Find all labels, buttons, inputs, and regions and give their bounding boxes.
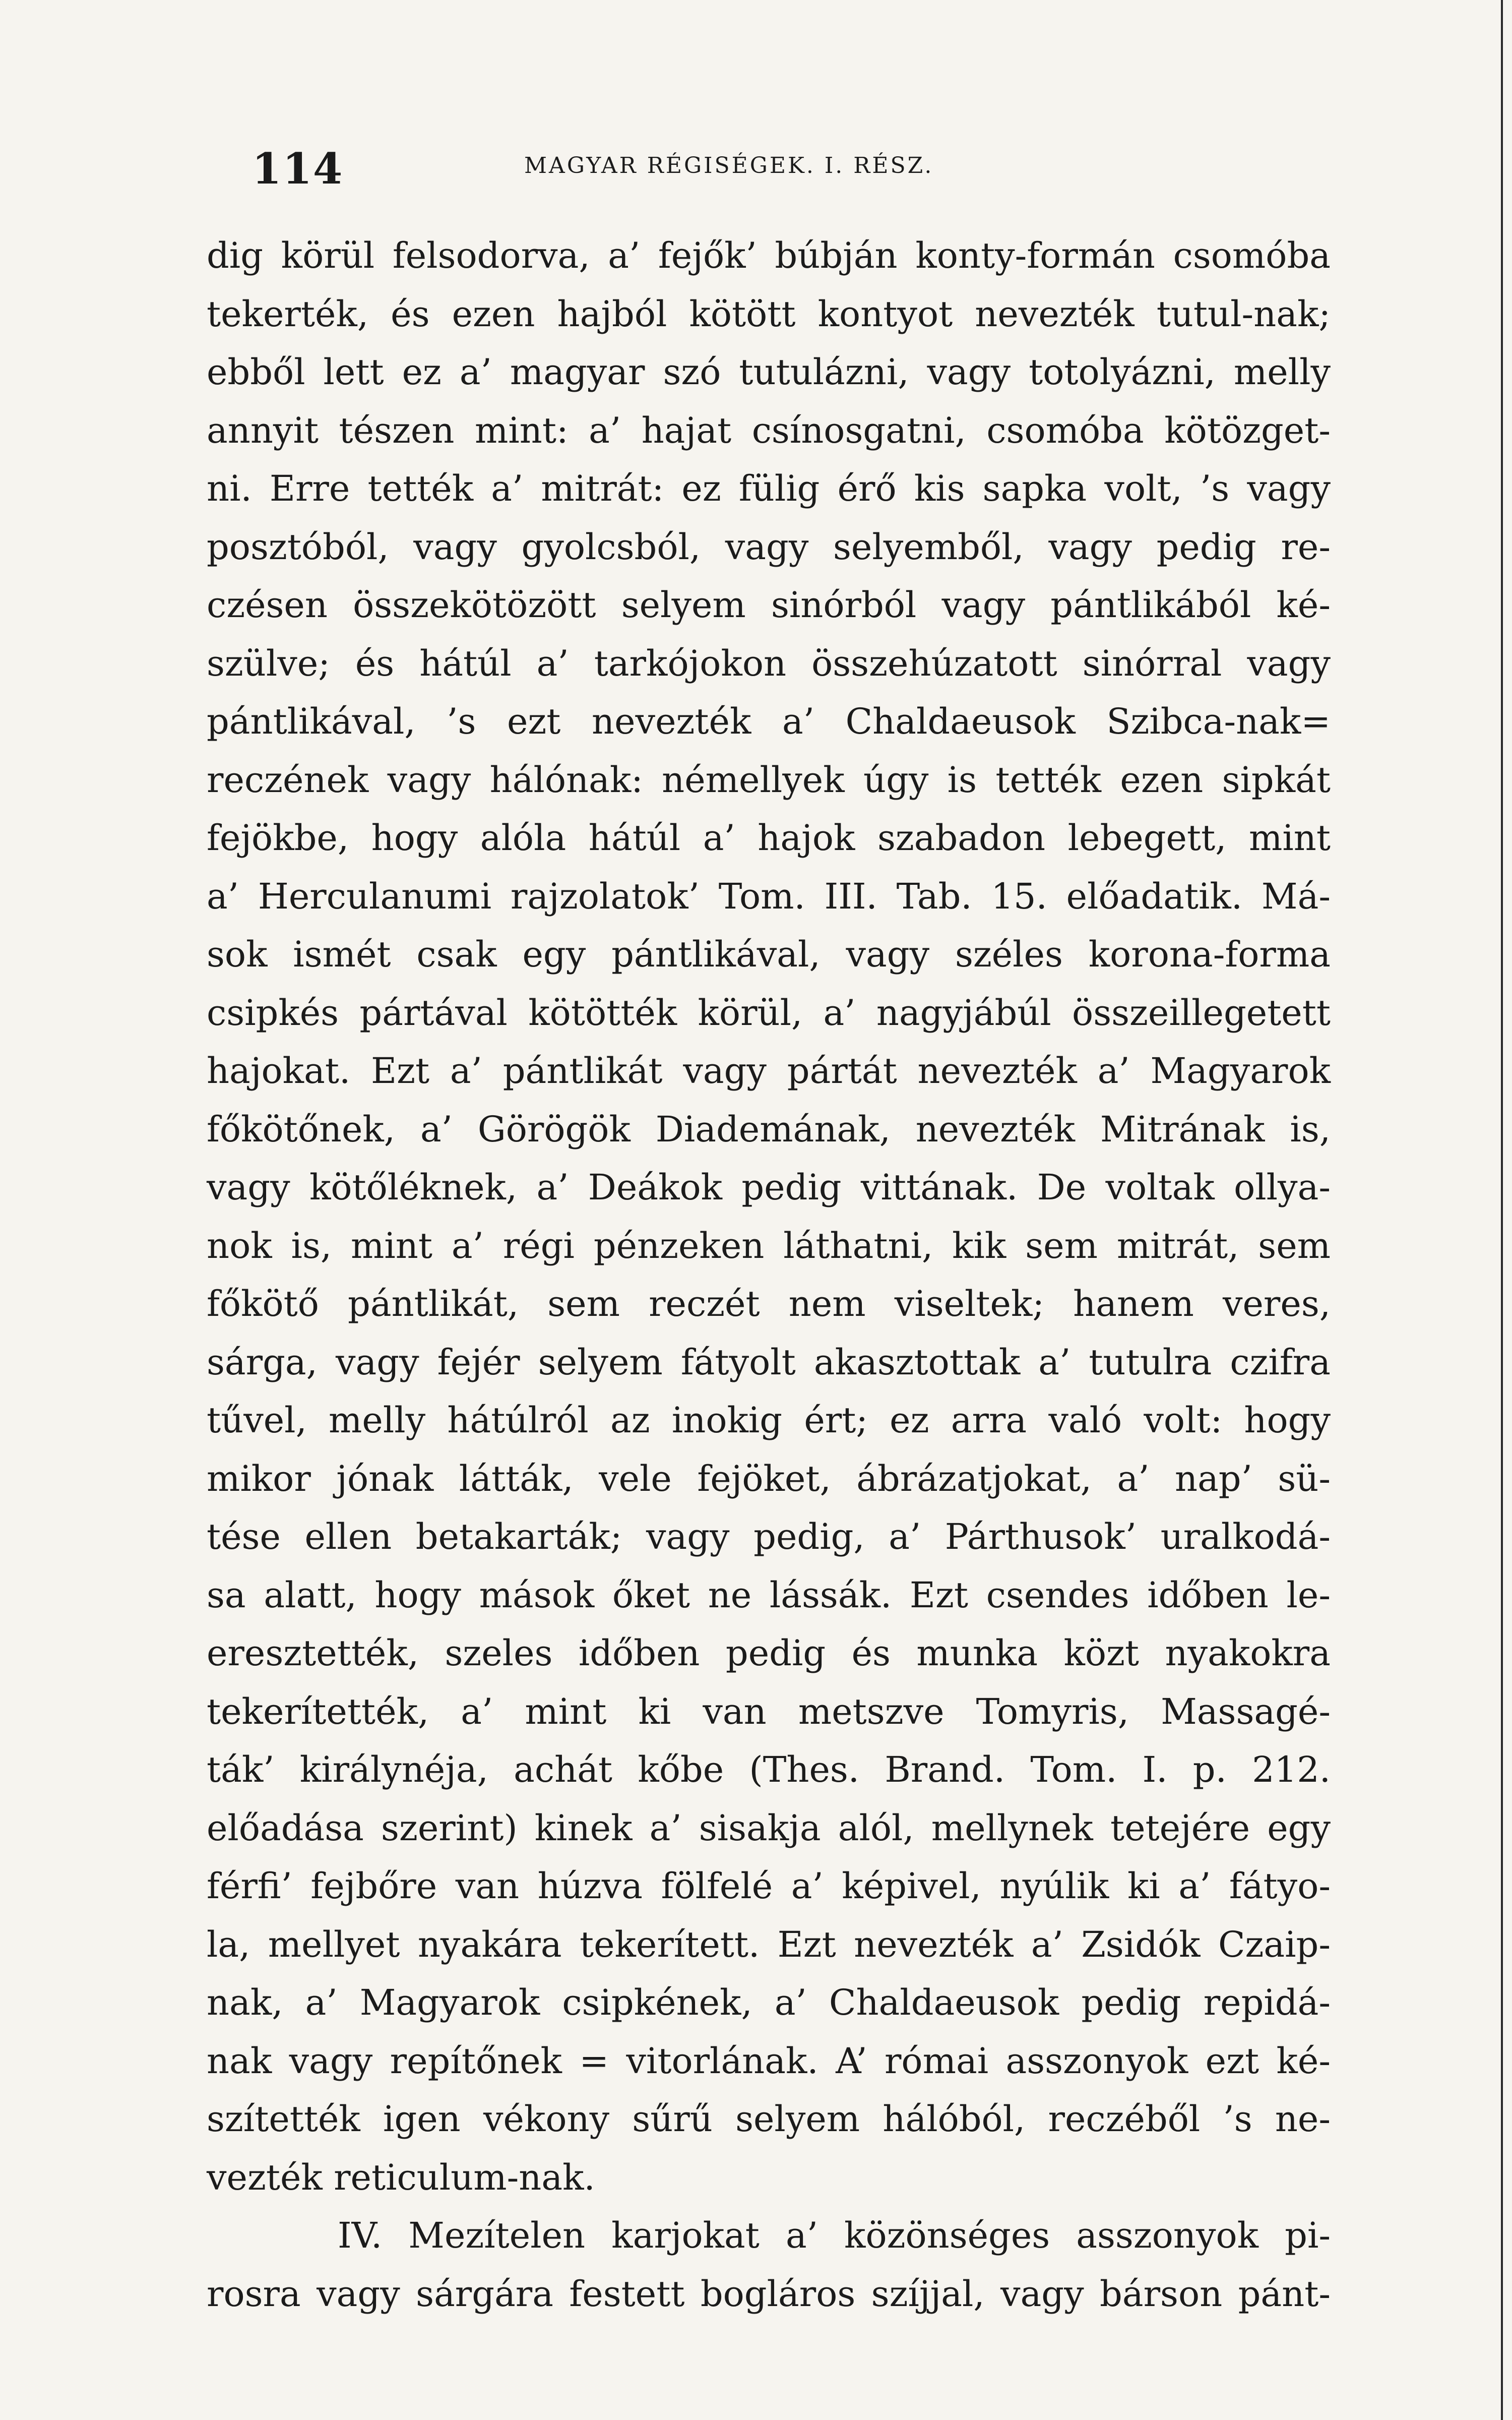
text-line: sok ismét csak egy pántlikával, vagy széles korona-forma [207,934,1331,975]
page-header [252,144,1411,199]
text-line: hajokat. Ezt a’ pántlikát vagy pártát nevezték a’ Magyarok [207,1050,1331,1092]
text-line: sa alatt, hogy mások őket ne lássák. Ezt csendes időben le- [207,1574,1331,1616]
text-line: sárga, vagy fejér selyem fátyolt akasztottak a’ tutulra czifra [207,1341,1331,1383]
running-head: MAGYAR RÉGISÉGEK. I. RÉSZ. [524,153,934,178]
text-line: tűvel, melly hátúlról az inokig ért; ez arra való volt: hogy [207,1400,1331,1441]
body-text [207,227,1331,2323]
text-line: tése ellen betakarták; vagy pedig, a’ Párthusok’ uralkodá- [207,1516,1331,1557]
text-line: mikor jónak látták, vele fejöket, ábrázatjokat, a’ nap’ sü- [207,1458,1331,1499]
paragraph-end-line: vezték reticulum-nak. [207,2156,595,2198]
text-line: posztóból, vagy gyolcsból, vagy selyemből, vagy pedig re- [207,526,1331,568]
text-line: pántlikával, ’s ezt nevezték a’ Chaldaeusok Szibca-nak= [207,701,1331,742]
text-line: reczének vagy hálónak: némellyek úgy is tették ezen sipkát [207,759,1331,801]
text-line: szítették igen vékony sűrű selyem hálóból, reczéből ’s ne- [207,2098,1331,2140]
text-line: rosra vagy sárgára festett bogláros szíjjal, vagy bárson pánt- [207,2273,1331,2315]
text-line: tekerték, és ezen hajból kötött kontyot nevezték tutul-nak; [207,293,1331,335]
text-line: tekerítették, a’ mint ki van metszve Tomyris, Massagé- [207,1690,1331,1732]
text-line: czésen összekötözött selyem sinórból vagy pántlikából ké- [207,584,1331,626]
text-line: fejökbe, hogy alóla hátúl a’ hajok szabadon lebegett, mint [207,817,1331,859]
text-line: főkötőnek, a’ Görögök Diademának, nevezték Mitrának is, [207,1108,1331,1150]
text-line: la, mellyet nyakára tekerített. Ezt nevezték a’ Zsidók Czaip- [207,1923,1331,1965]
text-line: nak vagy repítőnek = vitorlának. A’ római asszonyok ezt ké- [207,2040,1331,2082]
text-line: dig körül felsodorva, a’ fejők’ búbján konty-formán csomóba [207,235,1331,276]
text-line: annyit tészen mint: a’ hajat csínosgatni, csomóba kötözget- [207,409,1331,451]
text-line: csipkés pártával kötötték körül, a’ nagyjábúl összeillegetett [207,992,1331,1034]
text-line: ebből lett ez a’ magyar szó tutulázni, vagy totolyázni, melly [207,351,1331,393]
text-line: szülve; és hátúl a’ tarkójokon összehúzatott sinórral vagy [207,642,1331,684]
page-number: 114 [252,144,344,194]
page-edge-divider [1501,0,1503,2420]
text-line: férfi’ fejbőre van húzva fölfelé a’ képivel, nyúlik ki a’ fátyo- [207,1865,1331,1907]
paragraph-start-line: IV. Mezítelen karjokat a’ közönséges asszonyok pi- [338,2215,1331,2256]
text-line: eresztették, szeles időben pedig és munka közt nyakokra [207,1632,1331,1674]
text-line: vagy kötőléknek, a’ Deákok pedig vittának. De voltak ollya- [207,1167,1331,1208]
text-line: nak, a’ Magyarok csipkének, a’ Chaldaeusok pedig repidá- [207,1982,1331,2023]
text-line: ni. Erre tették a’ mitrát: ez fülig érő kis sapka volt, ’s vagy [207,468,1331,509]
text-line: ták’ királynéja, achát kőbe (Thes. Brand. Tom. I. p. 212. [207,1749,1331,1790]
text-line: előadása szerint) kinek a’ sisakja alól, mellynek tetejére egy [207,1807,1331,1849]
text-line: nok is, mint a’ régi pénzeken láthatni, kik sem mitrát, sem [207,1225,1331,1266]
text-line: főkötő pántlikát, sem reczét nem viseltek; hanem veres, [207,1283,1331,1324]
text-line: a’ Herculanumi rajzolatok’ Tom. III. Tab. 15. előadatik. Má- [207,875,1331,917]
